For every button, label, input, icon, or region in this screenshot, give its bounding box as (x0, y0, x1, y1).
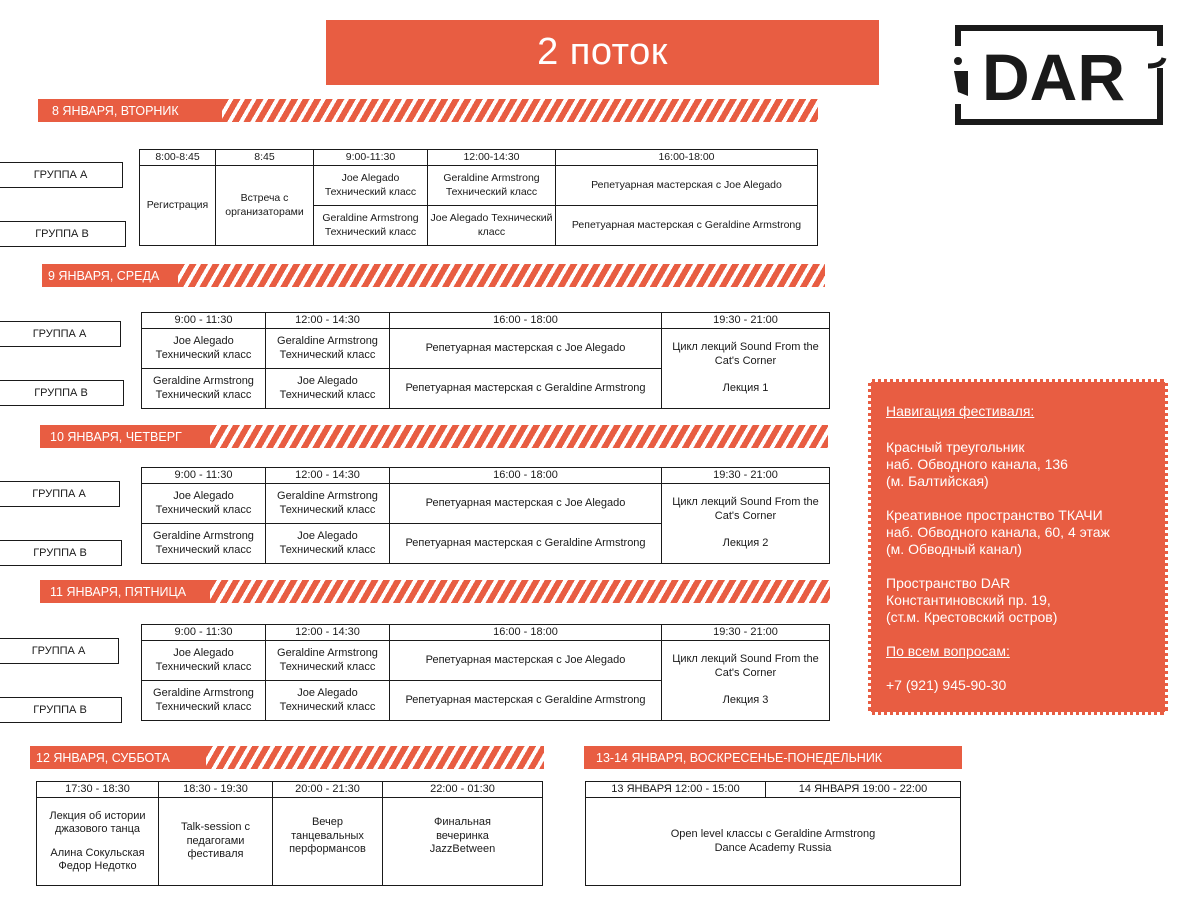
time-cell: 16:00 - 18:00 (390, 625, 662, 641)
day-bar-jan12 (30, 746, 544, 769)
time-cell: 20:00 - 21:30 (273, 782, 383, 798)
day-label: 10 ЯНВАРЯ, ЧЕТВЕРГ (40, 425, 210, 448)
class-cell: Joe Alegado Технический класс (142, 641, 266, 681)
class-cell: Geraldine Armstrong Технический класс (266, 484, 390, 524)
venue-1 (886, 439, 1150, 490)
time-cell: 16:00 - 18:00 (390, 313, 662, 329)
class-cell: Joe Alegado Технический класс (428, 206, 556, 246)
final-party: Финальная вечеринка JazzBetween (429, 816, 496, 856)
class-cell: Репетуарная мастерская с Geraldine Armstrong (556, 206, 818, 246)
talk-session: Talk-session с педагогами фестиваля (180, 821, 251, 861)
group-a-label: ГРУППА А (0, 321, 121, 347)
venue-address: наб. Обводного канала, 136 (886, 456, 1068, 472)
lecture-number: Лекция 3 (722, 694, 769, 707)
academy-name: Dance Academy Russia (714, 841, 832, 854)
lecture-title: Цикл лекций Sound From the Cat's Corner (672, 341, 819, 367)
nav-heading: Навигация фестиваля: (886, 403, 1035, 419)
group-a-label: ГРУППА А (0, 162, 123, 188)
time-cell: 14 ЯНВАРЯ 19:00 - 22:00 (766, 782, 961, 798)
event-cell (37, 798, 159, 886)
day-bar-jan10 (40, 425, 828, 448)
venue-name: Красный треугольник (886, 439, 1025, 455)
group-b-label: ГРУППА В (0, 540, 122, 566)
stripes-decoration (210, 425, 828, 448)
venue-metro: (ст.м. Крестовский остров) (886, 609, 1058, 625)
lecture-cell (662, 484, 830, 564)
venue-metro: (м. Обводный канал) (886, 541, 1022, 557)
time-cell: 12:00 - 14:30 (266, 468, 390, 484)
lecture-number: Лекция 2 (722, 537, 769, 550)
lecture-title: Лекция об истории джазового танца (49, 809, 146, 835)
class-cell: Geraldine Armstrong Технический класс (428, 166, 556, 206)
class-cell: Joe Alegado Технический класс (266, 369, 390, 409)
time-cell: 13 ЯНВАРЯ 12:00 - 15:00 (586, 782, 766, 798)
day-bar-jan13-14 (584, 746, 962, 769)
venue-2 (886, 507, 1150, 558)
day-label: 13-14 ЯНВАРЯ, ВОСКРЕСЕНЬЕ-ПОНЕДЕЛЬНИК (584, 746, 962, 769)
schedule-table-jan12 (36, 781, 543, 886)
class-cell: Репетуарная мастерская с Joe Alegado (390, 484, 662, 524)
time-cell: 8:00-8:45 (140, 150, 216, 166)
venue-address: Константиновский пр. 19, (886, 592, 1051, 608)
venue-metro: (м. Балтийская) (886, 473, 989, 489)
event-cell (586, 798, 961, 886)
schedule-table-jan11 (141, 624, 830, 721)
class-cell: Репетуарная мастерская с Geraldine Armstrong (390, 369, 662, 409)
group-b-label: ГРУППА В (0, 221, 126, 247)
group-b-label: ГРУППА В (0, 380, 124, 406)
time-cell: 8:45 (216, 150, 314, 166)
class-cell: Joe Alegado Технический класс (266, 524, 390, 564)
event-cell (273, 798, 383, 886)
class-cell: Geraldine Armstrong Технический класс (142, 681, 266, 721)
time-cell: 9:00 - 11:30 (142, 313, 266, 329)
lecture-cell (662, 329, 830, 409)
class-cell: Репетуарная мастерская с Geraldine Armstrong (390, 681, 662, 721)
stripes-decoration (178, 264, 825, 287)
time-cell: 9:00-11:30 (314, 150, 428, 166)
class-cell: Репетуарная мастерская с Joe Alegado (556, 166, 818, 206)
class-cell: Репетуарная мастерская с Joe Alegado (390, 641, 662, 681)
day-label: 8 ЯНВАРЯ, ВТОРНИК (38, 99, 222, 122)
group-b-label: ГРУППА В (0, 697, 122, 723)
time-cell: 19:30 - 21:00 (662, 313, 830, 329)
schedule-table-jan13-14 (585, 781, 961, 886)
schedule-table-jan10 (141, 467, 830, 564)
day-label: 12 ЯНВАРЯ, СУББОТА (30, 746, 206, 769)
time-cell: 19:30 - 21:00 (662, 468, 830, 484)
venue-name: Креативное пространство ТКАЧИ (886, 507, 1103, 523)
time-cell: 12:00 - 14:30 (266, 625, 390, 641)
time-cell: 17:30 - 18:30 (37, 782, 159, 798)
class-cell: Joe Alegado Технический класс (142, 484, 266, 524)
open-level-classes: Open level классы с Geraldine Armstrong (670, 828, 876, 840)
class-cell: Geraldine Armstrong Технический класс (142, 524, 266, 564)
class-cell: Geraldine Armstrong Технический класс (314, 206, 428, 246)
lecture-cell (662, 641, 830, 721)
lecture-speakers: Алина Сокульская Федор Недотко (50, 846, 145, 872)
lecture-title: Цикл лекций Sound From the Cat's Corner (672, 653, 819, 679)
class-cell: Geraldine Armstrong Технический класс (266, 329, 390, 369)
stripes-decoration (206, 746, 544, 769)
lecture-number: Лекция 1 (722, 382, 769, 395)
day-bar-jan8 (38, 99, 818, 122)
class-cell: Joe Alegado Технический класс (142, 329, 266, 369)
class-cell: Репетуарная мастерская с Geraldine Armstrong (390, 524, 662, 564)
venue-address: наб. Обводного канала, 60, 4 этаж (886, 524, 1110, 540)
phone-number[interactable]: +7 (921) 945-90-30 (886, 677, 1007, 693)
class-cell: Geraldine Armstrong Технический класс (266, 641, 390, 681)
navigation-box (868, 379, 1168, 715)
day-label: 11 ЯНВАРЯ, ПЯТНИЦА (40, 580, 210, 603)
group-a-label: ГРУППА А (0, 481, 120, 507)
class-cell: Репетуарная мастерская с Joe Alegado (390, 329, 662, 369)
registration-cell: Регистрация (140, 166, 216, 246)
lecture-title: Цикл лекций Sound From the Cat's Corner (672, 496, 819, 522)
day-label: 9 ЯНВАРЯ, СРЕДА (42, 264, 178, 287)
venue-name: Пространство DAR (886, 575, 1011, 591)
page-title: 2 поток (326, 20, 879, 85)
time-cell: 22:00 - 01:30 (383, 782, 543, 798)
stripes-decoration (222, 99, 818, 122)
time-cell: 9:00 - 11:30 (142, 468, 266, 484)
dar-logo (948, 18, 1170, 130)
schedule-table-jan8 (139, 149, 818, 246)
group-a-label: ГРУППА А (0, 638, 119, 664)
performance-evening: Вечер танцевальных перформансов (289, 816, 366, 856)
venue-3 (886, 575, 1150, 626)
time-cell: 9:00 - 11:30 (142, 625, 266, 641)
logo-text: DAR (982, 40, 1125, 114)
schedule-table-jan9 (141, 312, 830, 409)
day-bar-jan11 (40, 580, 830, 603)
class-cell: Geraldine Armstrong Технический класс (142, 369, 266, 409)
day-bar-jan9 (42, 264, 825, 287)
class-cell: Joe Alegado Технический класс (314, 166, 428, 206)
class-cell: Joe Alegado Технический класс (266, 681, 390, 721)
stripes-decoration (210, 580, 830, 603)
time-cell: 12:00-14:30 (428, 150, 556, 166)
time-cell: 16:00 - 18:00 (390, 468, 662, 484)
questions-heading: По всем вопросам: (886, 643, 1010, 659)
time-cell: 19:30 - 21:00 (662, 625, 830, 641)
event-cell (159, 798, 273, 886)
event-cell (383, 798, 543, 886)
time-cell: 16:00-18:00 (556, 150, 818, 166)
time-cell: 18:30 - 19:30 (159, 782, 273, 798)
meeting-cell: Встреча с организаторами (216, 166, 314, 246)
time-cell: 12:00 - 14:30 (266, 313, 390, 329)
